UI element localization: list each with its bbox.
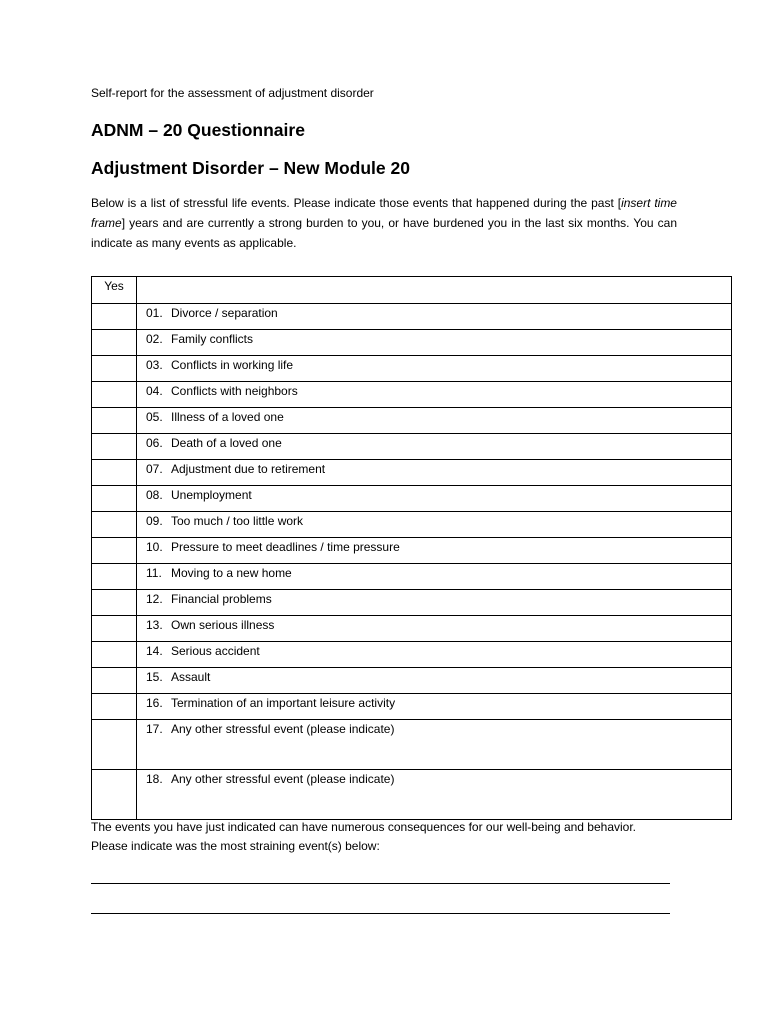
event-number: 07. — [146, 462, 163, 476]
table-row — [92, 642, 732, 668]
closing-line-2: Please indicate was the most straining event(s) below: — [91, 839, 380, 853]
event-number: 05. — [146, 410, 163, 424]
event-label: Any other stressful event (please indicate) — [171, 772, 395, 786]
yes-checkbox-cell[interactable] — [92, 590, 137, 616]
event-cell — [137, 770, 732, 820]
table-row — [92, 382, 732, 408]
intro-text-italic: insert time frame — [91, 196, 677, 230]
yes-checkbox-cell[interactable] — [92, 564, 137, 590]
event-label: Death of a loved one — [171, 436, 282, 450]
yes-checkbox-cell[interactable] — [92, 642, 137, 668]
event-cell — [137, 694, 732, 720]
event-label: Pressure to meet deadlines / time pressure — [171, 540, 400, 554]
event-number: 15. — [146, 670, 163, 684]
event-cell — [137, 642, 732, 668]
event-label: Family conflicts — [171, 332, 254, 346]
event-number: 18. — [146, 772, 163, 786]
table-row — [92, 538, 732, 564]
event-cell — [137, 564, 732, 590]
table-row — [92, 434, 732, 460]
document-subtitle: Self-report for the assessment of adjustment disorder — [91, 86, 374, 100]
yes-checkbox-cell[interactable] — [92, 720, 137, 770]
event-rows — [92, 304, 732, 820]
event-cell — [137, 720, 732, 770]
event-cell — [137, 668, 732, 694]
table-row — [92, 616, 732, 642]
yes-checkbox-cell[interactable] — [92, 538, 137, 564]
event-number: 17. — [146, 722, 163, 736]
document-heading: Adjustment Disorder – New Module 20 — [91, 158, 410, 178]
event-label: Termination of an important leisure activity — [171, 696, 396, 710]
intro-paragraph — [91, 193, 677, 253]
event-label: Adjustment due to retirement — [171, 462, 326, 476]
closing-line-1: The events you have just indicated can have numerous consequences for our well-being and behavior. — [91, 820, 637, 834]
event-number: 06. — [146, 436, 163, 450]
event-number: 03. — [146, 358, 163, 372]
answer-line-1[interactable] — [91, 883, 670, 884]
event-label: Too much / too little work — [171, 514, 304, 528]
yes-checkbox-cell[interactable] — [92, 460, 137, 486]
yes-checkbox-cell[interactable] — [92, 408, 137, 434]
table-row — [92, 668, 732, 694]
event-label: Moving to a new home — [171, 566, 292, 580]
event-cell — [137, 486, 732, 512]
yes-checkbox-cell[interactable] — [92, 330, 137, 356]
yes-checkbox-cell[interactable] — [92, 770, 137, 820]
table-row — [92, 512, 732, 538]
table-row — [92, 460, 732, 486]
event-label: Assault — [171, 670, 211, 684]
intro-text-1: Below is a list of stressful life events. Please indicate those events that happened during the past [ — [91, 196, 622, 210]
event-number: 13. — [146, 618, 163, 632]
table-row — [92, 408, 732, 434]
answer-line-2[interactable] — [91, 913, 670, 914]
table-row — [92, 720, 732, 770]
event-label: Divorce / separation — [171, 306, 278, 320]
event-label: Unemployment — [171, 488, 252, 502]
event-cell — [137, 616, 732, 642]
table-row — [92, 330, 732, 356]
yes-checkbox-cell[interactable] — [92, 668, 137, 694]
event-number: 08. — [146, 488, 163, 502]
event-cell — [137, 590, 732, 616]
table-row — [92, 770, 732, 820]
table-row — [92, 590, 732, 616]
yes-checkbox-cell[interactable] — [92, 434, 137, 460]
yes-checkbox-cell[interactable] — [92, 694, 137, 720]
table-header-row — [92, 277, 732, 304]
event-label: Own serious illness — [171, 618, 275, 632]
event-cell — [137, 512, 732, 538]
table-row — [92, 304, 732, 330]
event-number: 14. — [146, 644, 163, 658]
event-label: Any other stressful event (please indicate) — [171, 722, 395, 736]
event-number: 09. — [146, 514, 163, 528]
event-cell — [137, 434, 732, 460]
closing-paragraph — [91, 818, 711, 856]
event-label: Conflicts with neighbors — [171, 384, 298, 398]
event-number: 04. — [146, 384, 163, 398]
table-row — [92, 486, 732, 512]
document-title: ADNM – 20 Questionnaire — [91, 120, 305, 140]
event-label: Illness of a loved one — [171, 410, 284, 424]
event-number: 11. — [146, 566, 162, 580]
table-row — [92, 564, 732, 590]
event-cell — [137, 304, 732, 330]
yes-checkbox-cell[interactable] — [92, 616, 137, 642]
event-label: Serious accident — [171, 644, 260, 658]
events-table — [91, 276, 732, 820]
yes-checkbox-cell[interactable] — [92, 512, 137, 538]
yes-checkbox-cell[interactable] — [92, 382, 137, 408]
event-number: 01. — [146, 306, 163, 320]
event-label: Conflicts in working life — [171, 358, 294, 372]
event-cell — [137, 408, 732, 434]
event-cell — [137, 382, 732, 408]
event-cell — [137, 538, 732, 564]
event-label: Financial problems — [171, 592, 272, 606]
event-number: 12. — [146, 592, 163, 606]
event-cell — [137, 330, 732, 356]
table-row — [92, 356, 732, 382]
event-cell — [137, 460, 732, 486]
yes-checkbox-cell[interactable] — [92, 304, 137, 330]
event-number: 10. — [146, 540, 163, 554]
event-number: 16. — [146, 696, 163, 710]
yes-checkbox-cell[interactable] — [92, 486, 137, 512]
event-number: 02. — [146, 332, 163, 346]
event-column-header — [137, 277, 732, 304]
yes-checkbox-cell[interactable] — [92, 356, 137, 382]
yes-column-header: Yes — [92, 277, 137, 304]
table-row — [92, 694, 732, 720]
event-cell — [137, 356, 732, 382]
intro-text-2: ] years and are currently a strong burden to you, or have burdened you in the last six months. You can indicate as many events as applicable. — [91, 216, 677, 250]
